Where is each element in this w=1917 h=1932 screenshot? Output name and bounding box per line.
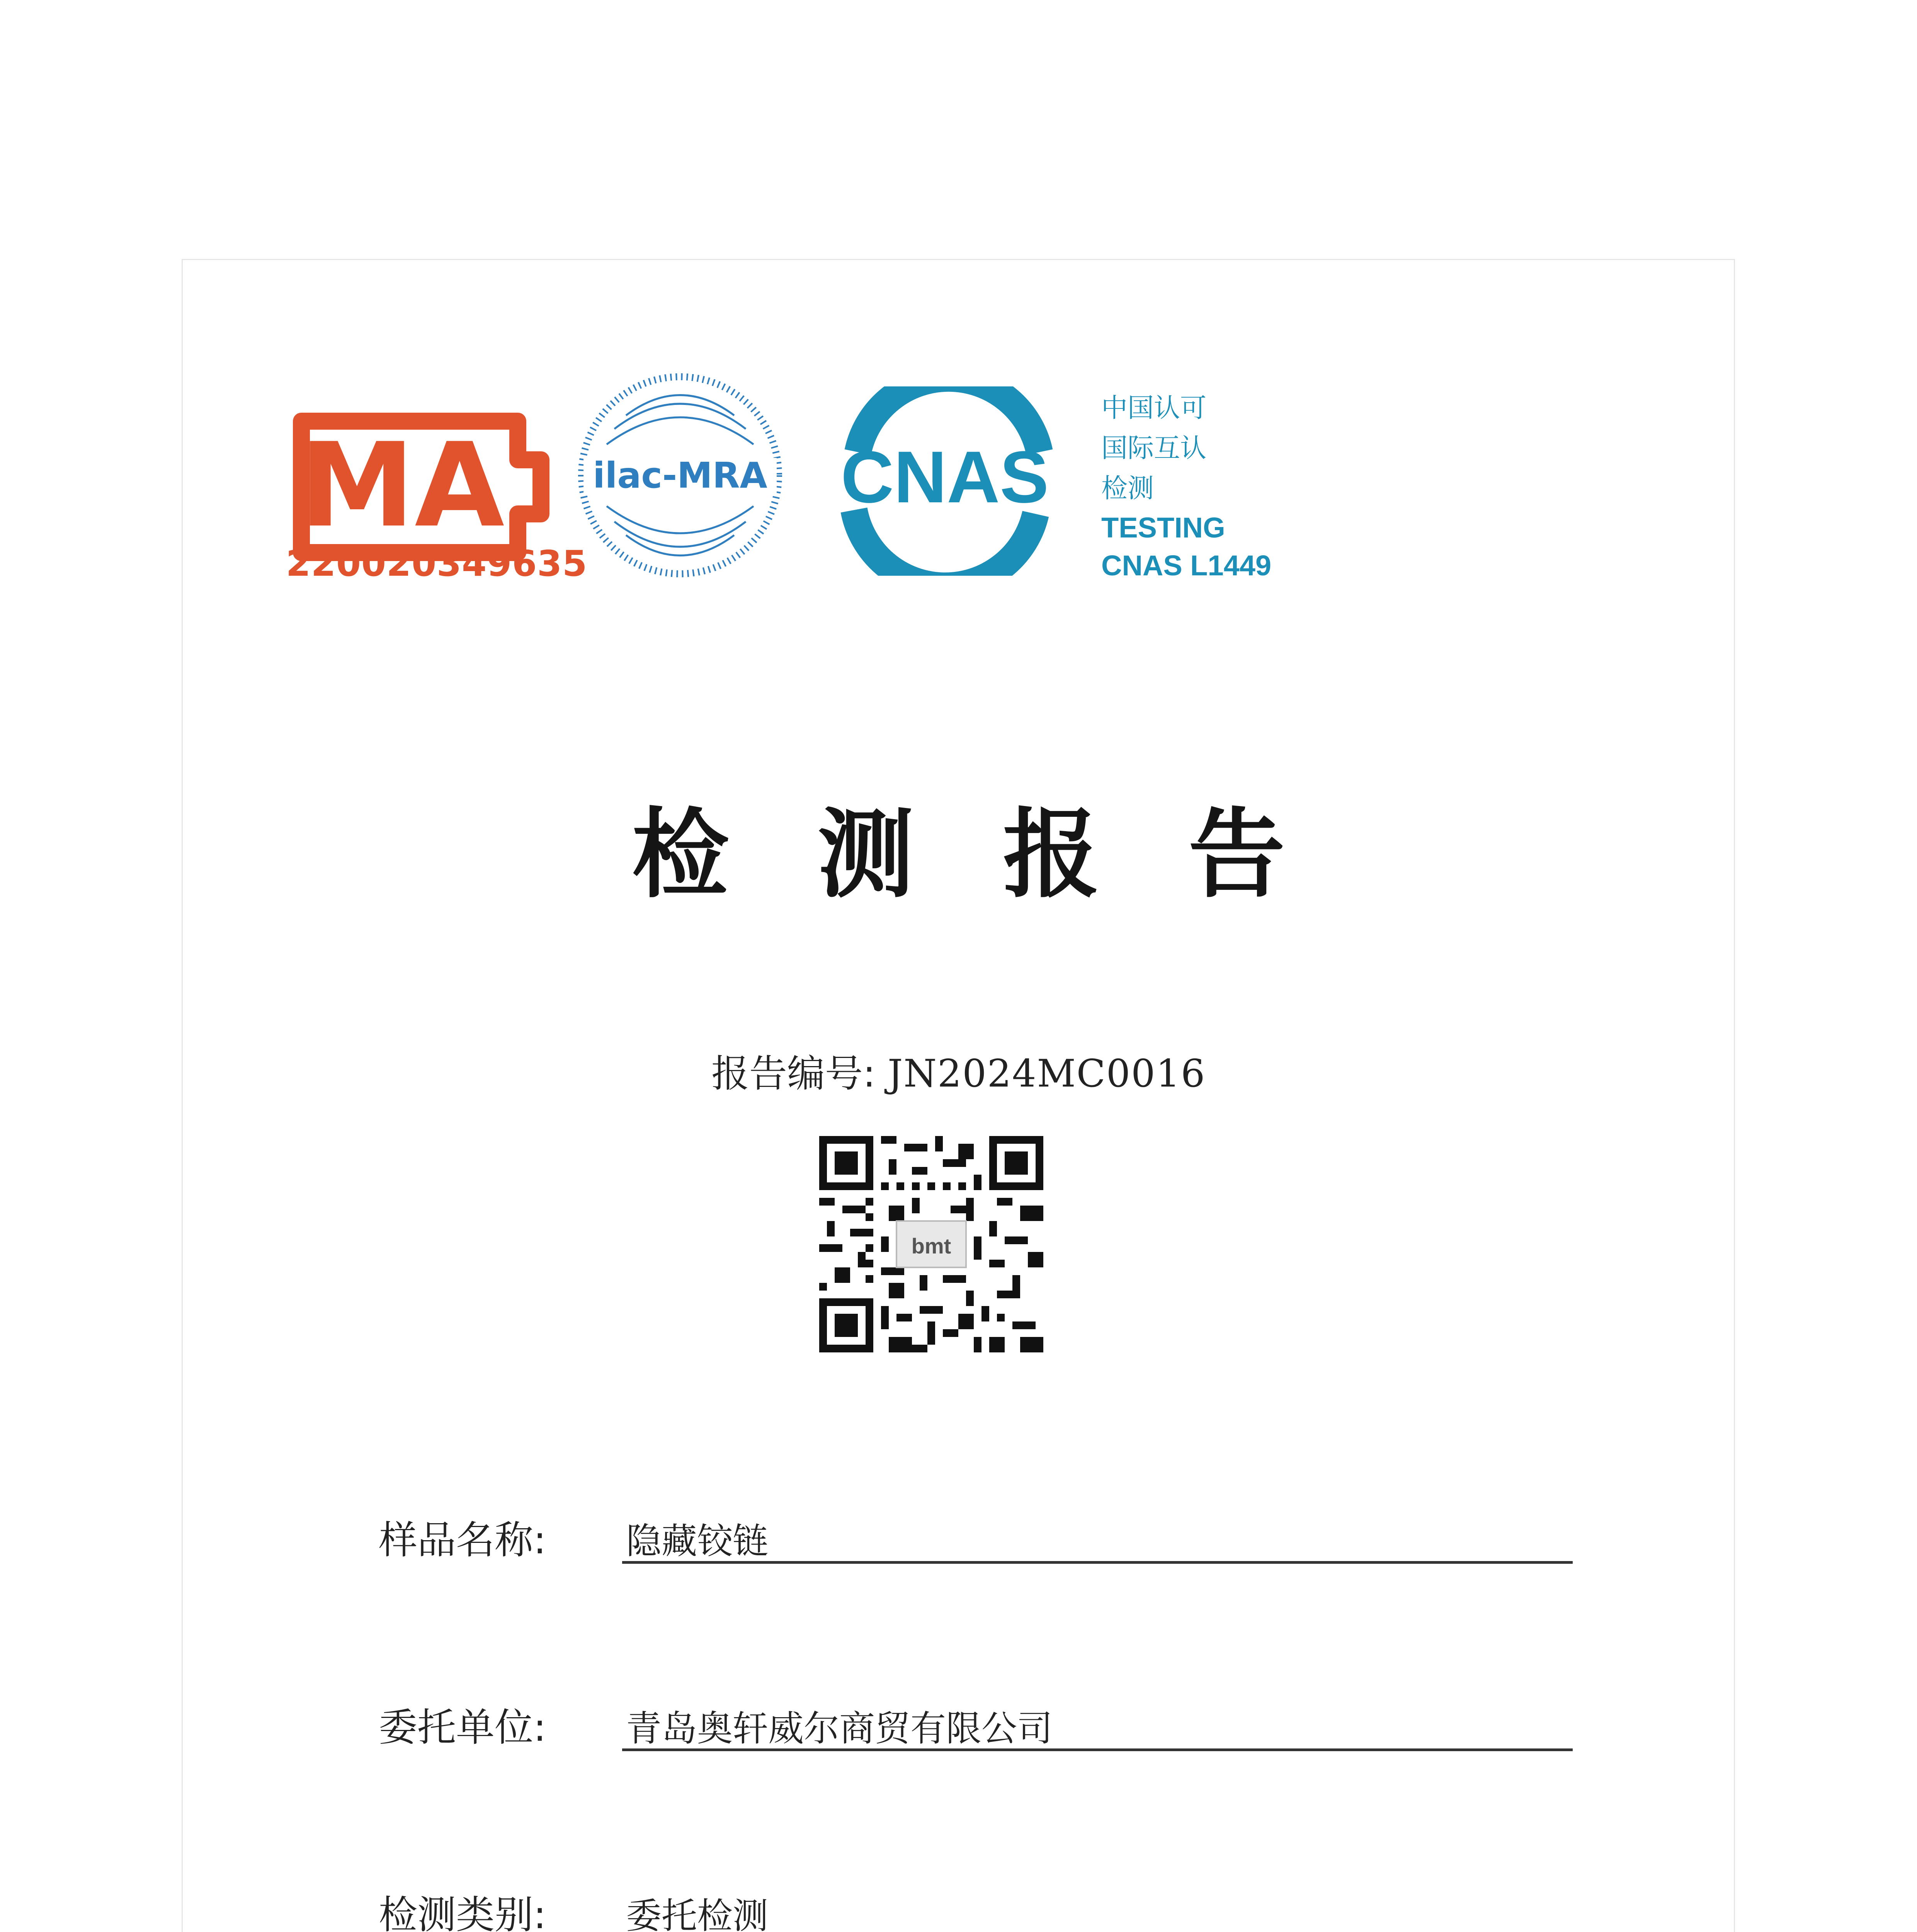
cnas-accreditation-text bbox=[1101, 388, 1271, 585]
report-number bbox=[0, 1043, 1917, 1098]
cnas-line-cn-3: 检测 bbox=[1101, 473, 1154, 504]
report-number-value: JN2024MC0016 bbox=[888, 1052, 1206, 1096]
field-value-sample-name: 隐藏铰链 bbox=[626, 1520, 769, 1562]
field-label-test-type: 检测类别: bbox=[379, 1892, 546, 1932]
field-underline-sample-name bbox=[622, 1561, 1573, 1564]
document-title: 检测报告 bbox=[632, 798, 1374, 911]
ilac-logo-text: ilac-MRA bbox=[593, 455, 767, 496]
field-label-client: 委托单位: bbox=[379, 1705, 546, 1750]
field-value-client: 青岛奥轩威尔商贸有限公司 bbox=[626, 1708, 1053, 1749]
cma-number: 220020349635 bbox=[286, 543, 588, 584]
field-value-test-type: 委托检测 bbox=[626, 1895, 769, 1932]
cma-logo-text: MA bbox=[299, 418, 505, 553]
cnas-logo-icon bbox=[823, 386, 1067, 576]
cnas-logo-text: CNAS bbox=[840, 436, 1049, 518]
ilac-mra-logo-icon bbox=[572, 367, 788, 583]
cnas-line-en-2: CNAS L1449 bbox=[1101, 549, 1272, 582]
field-underline-client bbox=[622, 1748, 1573, 1751]
report-number-label: 报告编号: bbox=[711, 1052, 876, 1096]
cnas-line-cn-1: 中国认可 bbox=[1101, 393, 1207, 423]
field-label-sample-name: 样品名称: bbox=[379, 1517, 546, 1563]
qr-center-text: bmt bbox=[911, 1234, 951, 1258]
cnas-line-cn-2: 国际互认 bbox=[1101, 433, 1207, 464]
cnas-line-en-1: TESTING bbox=[1101, 512, 1225, 544]
qr-code-icon bbox=[819, 1136, 1043, 1352]
